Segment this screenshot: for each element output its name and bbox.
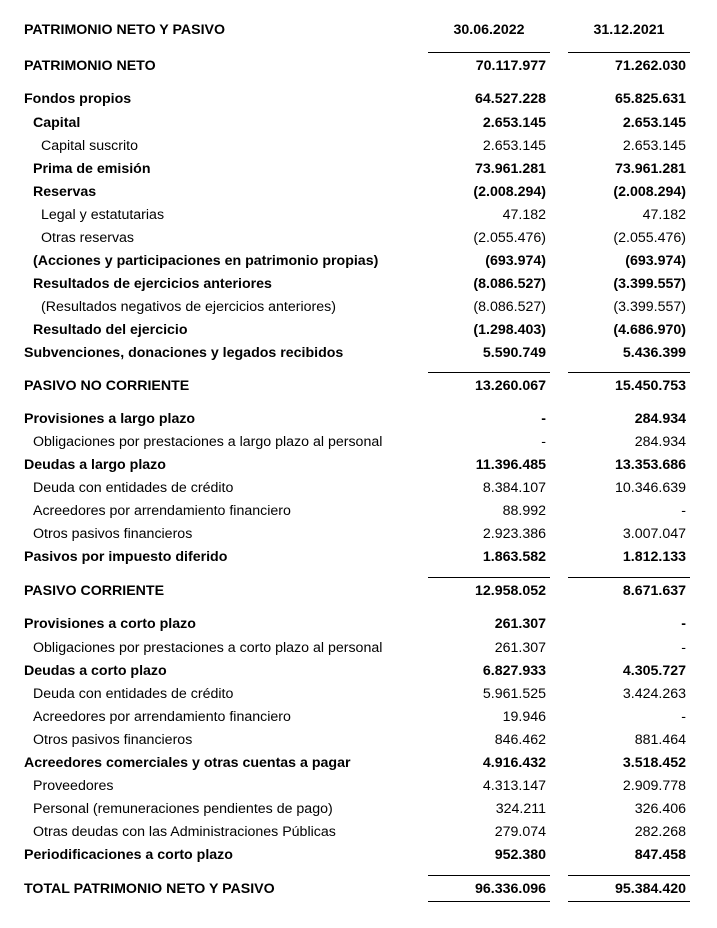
row-label: Reservas [33, 184, 97, 200]
row-label: Resultado del ejercicio [33, 322, 188, 338]
row-label: Periodificaciones a corto plazo [24, 847, 233, 863]
row-value-2022: 8.384.107 [482, 480, 546, 496]
section-row [0, 55, 717, 77]
header-title: PATRIMONIO NETO Y PASIVO [24, 22, 226, 38]
statement-row [0, 135, 717, 157]
row-value-2021: - [681, 709, 686, 725]
statement-row [0, 844, 717, 866]
row-value-2021: (4.686.970) [613, 322, 686, 338]
row-value-2022: 73.961.281 [474, 161, 546, 177]
statement-row [0, 477, 717, 499]
row-value-2021: - [681, 616, 686, 632]
row-value-2021: (693.974) [625, 253, 686, 269]
row-label: Acreedores por arrendamiento financiero [33, 709, 291, 725]
row-label: Fondos propios [24, 91, 132, 107]
row-label: Acreedores por arrendamiento financiero [33, 503, 291, 519]
statement-row [0, 821, 717, 843]
row-value-2022: 19.946 [502, 709, 546, 725]
row-value-2021: 3.424.263 [622, 686, 686, 702]
row-value-2022: 846.462 [494, 732, 546, 748]
section-row [0, 580, 717, 602]
row-value-2021: 95.384.420 [614, 881, 686, 897]
row-value-2022: 13.260.067 [474, 378, 546, 394]
row-label: Proveedores [33, 778, 114, 794]
row-value-2021: 326.406 [634, 801, 686, 817]
statement-row [0, 181, 717, 203]
row-label: Otros pasivos financieros [33, 526, 193, 542]
row-label: Deuda con entidades de crédito [33, 686, 234, 702]
statement-row [0, 637, 717, 659]
row-value-2022: 952.380 [494, 847, 546, 863]
row-value-2022: 4.916.432 [482, 755, 546, 771]
row-label: PASIVO CORRIENTE [24, 583, 165, 599]
row-value-2021: (3.399.557) [613, 276, 686, 292]
row-value-2021: 2.653.145 [622, 115, 686, 131]
statement-row [0, 546, 717, 568]
row-value-2022: 70.117.977 [475, 58, 546, 74]
row-value-2022: 88.992 [502, 503, 546, 519]
row-value-2022: 5.590.749 [482, 345, 546, 361]
row-value-2022: (1.298.403) [473, 322, 546, 338]
statement-row [0, 342, 717, 364]
row-value-2022: 2.653.145 [482, 115, 546, 131]
row-label: PASIVO NO CORRIENTE [24, 378, 190, 394]
statement-row [0, 88, 717, 110]
header-date-2022: 30.06.2022 [453, 22, 525, 38]
row-value-2022: 6.827.933 [482, 663, 546, 679]
statement-row [0, 250, 717, 272]
header-date-2021: 31.12.2021 [593, 22, 665, 38]
row-value-2021: 3.518.452 [622, 755, 686, 771]
row-value-2022: (693.974) [485, 253, 546, 269]
column-rule-bottom [428, 901, 550, 902]
row-value-2022: 1.863.582 [482, 549, 546, 565]
row-label: Obligaciones por prestaciones a corto plazo al personal [33, 640, 383, 656]
column-rule-top [568, 875, 690, 876]
row-value-2021: 284.934 [634, 411, 686, 427]
row-value-2021: 71.262.030 [614, 58, 686, 74]
row-label: (Acciones y participaciones en patrimonio propias) [33, 253, 379, 269]
row-value-2021: 2.909.778 [622, 778, 686, 794]
row-value-2022: 5.961.525 [482, 686, 546, 702]
statement-row [0, 706, 717, 728]
row-value-2021: 65.825.631 [614, 91, 686, 107]
row-label: Pasivos por impuesto diferido [24, 549, 228, 565]
row-value-2022: 47.182 [502, 207, 546, 223]
row-label: Deudas a largo plazo [24, 457, 166, 473]
row-value-2021: (2.008.294) [613, 184, 686, 200]
row-value-2021: 4.305.727 [622, 663, 686, 679]
row-label: TOTAL PATRIMONIO NETO Y PASIVO [24, 881, 275, 897]
statement-row [0, 273, 717, 295]
statement-row [0, 500, 717, 522]
row-value-2021: 3.007.047 [622, 526, 686, 542]
column-rule-top [568, 52, 690, 53]
row-label: Otras deudas con las Administraciones Públicas [33, 824, 336, 840]
row-value-2021: 1.812.133 [622, 549, 686, 565]
row-value-2022: 4.313.147 [482, 778, 546, 794]
row-value-2021: 73.961.281 [614, 161, 686, 177]
row-label: Otros pasivos financieros [33, 732, 193, 748]
column-rule-top [428, 577, 550, 578]
column-rule-bottom [568, 901, 690, 902]
header-row [0, 19, 717, 41]
row-value-2022: (8.086.527) [473, 276, 546, 292]
row-value-2021: 13.353.686 [614, 457, 686, 473]
statement-row [0, 523, 717, 545]
row-value-2021: 847.458 [634, 847, 686, 863]
row-label: Personal (remuneraciones pendientes de pago) [33, 801, 333, 817]
row-value-2021: 5.436.399 [622, 345, 686, 361]
row-value-2022: - [541, 434, 546, 450]
row-value-2021: 15.450.753 [614, 378, 686, 394]
row-value-2021: 284.934 [634, 434, 686, 450]
row-value-2022: 11.396.485 [475, 457, 546, 473]
row-label: Resultados de ejercicios anteriores [33, 276, 272, 292]
statement-row [0, 454, 717, 476]
column-rule-top [568, 577, 690, 578]
row-label: Prima de emisión [33, 161, 151, 177]
row-label: Subvenciones, donaciones y legados recibidos [24, 345, 344, 361]
row-value-2022: (2.008.294) [473, 184, 546, 200]
row-value-2022: (8.086.527) [473, 299, 546, 315]
statement-row [0, 296, 717, 318]
statement-row [0, 798, 717, 820]
row-label: Deuda con entidades de crédito [33, 480, 234, 496]
column-rule-top [568, 372, 690, 373]
row-label: Provisiones a largo plazo [24, 411, 196, 427]
row-value-2022: 12.958.052 [474, 583, 546, 599]
column-rule-top [428, 875, 550, 876]
statement-row [0, 683, 717, 705]
row-label: PATRIMONIO NETO [24, 58, 156, 74]
row-value-2021: 8.671.637 [622, 583, 686, 599]
row-value-2022: - [541, 411, 546, 427]
row-value-2022: 279.074 [494, 824, 546, 840]
row-value-2021: (3.399.557) [613, 299, 686, 315]
row-value-2022: 261.307 [494, 616, 546, 632]
row-label: Legal y estatutarias [41, 207, 165, 223]
row-value-2021: (2.055.476) [613, 230, 686, 246]
column-rule-top [428, 52, 550, 53]
row-value-2021: 2.653.145 [622, 138, 686, 154]
statement-row [0, 408, 717, 430]
statement-row [0, 112, 717, 134]
row-label: Deudas a corto plazo [24, 663, 167, 679]
row-value-2021: - [681, 640, 686, 656]
row-label: (Resultados negativos de ejercicios anteriores) [41, 299, 336, 315]
statement-row [0, 613, 717, 635]
column-rule-top [428, 372, 550, 373]
statement-row [0, 158, 717, 180]
row-label: Capital suscrito [41, 138, 138, 154]
row-value-2022: (2.055.476) [473, 230, 546, 246]
statement-row [0, 775, 717, 797]
statement-row [0, 729, 717, 751]
row-label: Capital [33, 115, 81, 131]
row-value-2021: 881.464 [634, 732, 686, 748]
row-value-2022: 2.923.386 [482, 526, 546, 542]
row-label: Obligaciones por prestaciones a largo plazo al personal [33, 434, 383, 450]
row-value-2021: - [681, 503, 686, 519]
section-row [0, 375, 717, 397]
statement-row [0, 227, 717, 249]
row-value-2022: 2.653.145 [482, 138, 546, 154]
section-row [0, 878, 717, 900]
statement-row [0, 319, 717, 341]
row-value-2022: 64.527.228 [474, 91, 546, 107]
row-value-2021: 282.268 [634, 824, 686, 840]
row-value-2022: 261.307 [494, 640, 546, 656]
statement-row [0, 660, 717, 682]
row-value-2021: 47.182 [642, 207, 686, 223]
row-value-2022: 96.336.096 [474, 881, 546, 897]
statement-row [0, 431, 717, 453]
statement-row [0, 204, 717, 226]
row-label: Otras reservas [41, 230, 135, 246]
row-label: Provisiones a corto plazo [24, 616, 196, 632]
row-value-2022: 324.211 [495, 801, 546, 817]
row-label: Acreedores comerciales y otras cuentas a pagar [24, 755, 351, 771]
row-value-2021: 10.346.639 [614, 480, 686, 496]
statement-row [0, 752, 717, 774]
